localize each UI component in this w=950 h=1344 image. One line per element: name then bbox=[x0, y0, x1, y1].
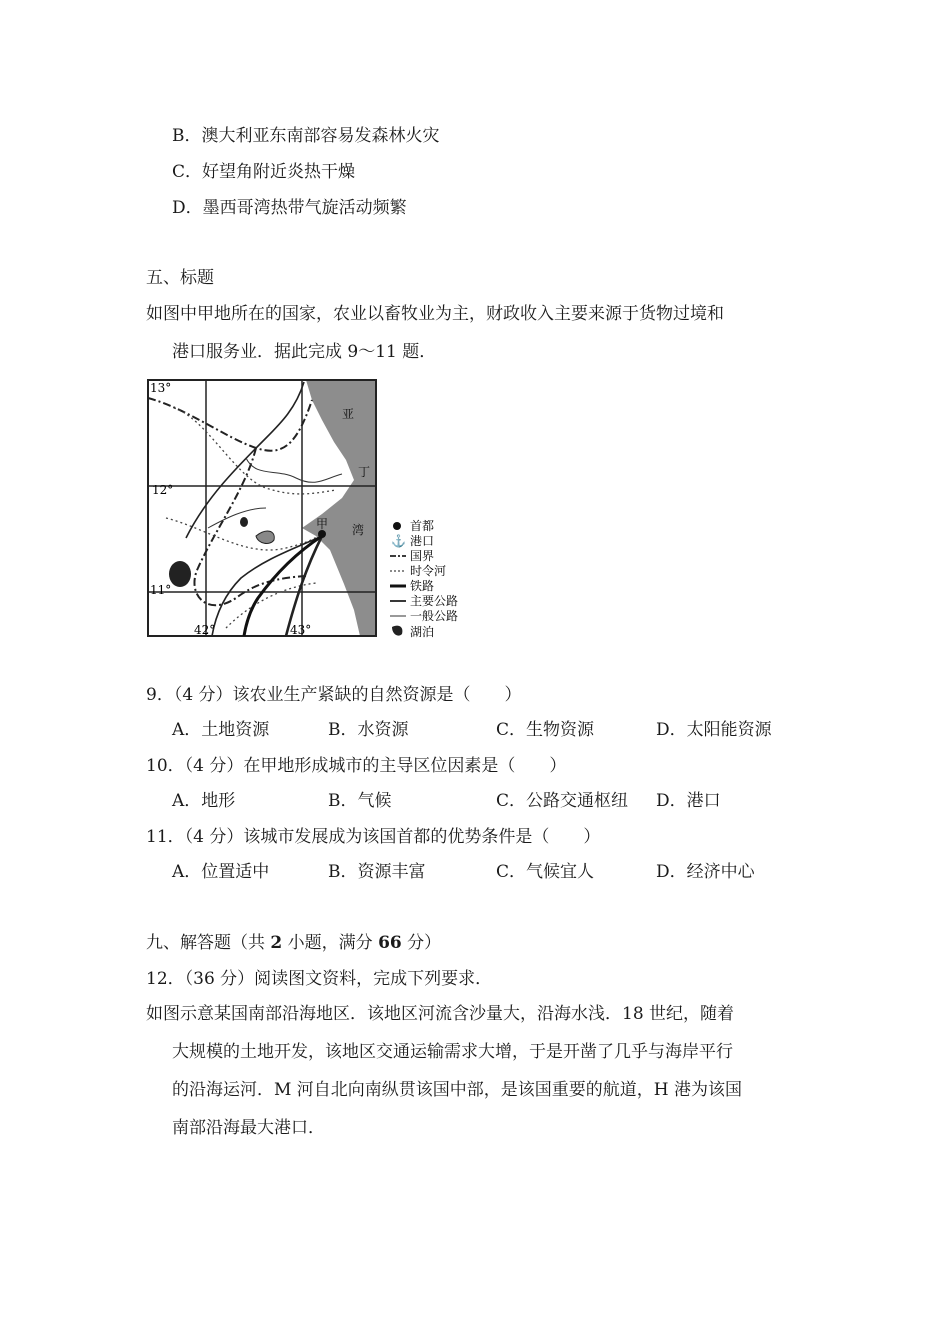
anchor-icon: ⚓ bbox=[391, 534, 406, 548]
legend-border: 国界 bbox=[410, 549, 435, 563]
intro-line-1: 如图中甲地所在的国家，农业以畜牧业为主，财政收入主要来源于货物过境和 bbox=[146, 304, 724, 324]
question-9-option-b: B．水资源 bbox=[328, 720, 409, 740]
lake-icon bbox=[392, 626, 402, 636]
section-title: 五、标题 bbox=[146, 268, 214, 288]
option-b-prev: B．澳大利亚东南部容易发森林火灾 bbox=[172, 126, 440, 146]
question-12-stem: 12．（36 分）阅读图文资料，完成下列要求． bbox=[146, 969, 493, 989]
legend-capital: 首都 bbox=[410, 519, 435, 533]
legend-port: 港口 bbox=[410, 534, 435, 548]
map-legend bbox=[390, 518, 458, 639]
question-12-para-4: 南部沿海最大港口． bbox=[172, 1118, 325, 1138]
question-9-stem: 9．（4 分）该农业生产紧缺的自然资源是（ ） bbox=[146, 685, 522, 705]
question-11-option-d: D．经济中心 bbox=[656, 862, 755, 882]
question-10-option-c: C．公路交通枢纽 bbox=[496, 791, 629, 811]
lat-label-11: 11° bbox=[150, 583, 172, 597]
intro-line-2: 港口服务业．据此完成 9～11 题． bbox=[172, 342, 437, 362]
question-12-para-2: 大规模的土地开发，该地区交通运输需求大增，于是开凿了几乎与海岸平行 bbox=[172, 1042, 733, 1062]
question-12-para-1: 如图示意某国南部沿海地区．该地区河流含沙量大，沿海水浅．18 世纪，随着 bbox=[146, 1004, 735, 1024]
lon-label-42: 42° bbox=[194, 623, 216, 637]
question-10-option-a: A．地形 bbox=[172, 791, 236, 811]
question-11-option-b: B．资源丰富 bbox=[328, 862, 426, 882]
question-10-option-d: D．港口 bbox=[656, 791, 721, 811]
question-10-stem: 10．（4 分）在甲地形成城市的主导区位因素是（ ） bbox=[146, 756, 567, 776]
capital-icon bbox=[393, 522, 401, 530]
place-label: 甲 bbox=[316, 517, 329, 531]
question-10-option-b: B．气候 bbox=[328, 791, 392, 811]
question-9-option-a: A．土地资源 bbox=[172, 720, 270, 740]
option-d-prev: D．墨西哥湾热带气旋活动频繁 bbox=[172, 198, 407, 218]
question-11-option-a: A．位置适中 bbox=[172, 862, 270, 882]
question-11-option-c: C．气候宜人 bbox=[496, 862, 595, 882]
question-9-option-d: D．太阳能资源 bbox=[656, 720, 772, 740]
legend-lake: 湖泊 bbox=[410, 625, 435, 639]
legend-general-road: 一般公路 bbox=[410, 609, 459, 623]
map-figure bbox=[146, 378, 476, 642]
lat-label-12: 12° bbox=[152, 483, 174, 497]
lon-label-43: 43° bbox=[290, 623, 312, 637]
question-9-option-c: C．生物资源 bbox=[496, 720, 595, 740]
sea-label-3: 湾 bbox=[352, 523, 365, 537]
legend-main-road: 主要公路 bbox=[410, 594, 459, 608]
option-c-prev: C．好望角附近炎热干燥 bbox=[172, 162, 356, 182]
legend-seasonal-river: 时令河 bbox=[410, 564, 447, 578]
sea-label-1: 亚 bbox=[342, 407, 355, 421]
lat-label-13: 13° bbox=[150, 381, 172, 395]
question-11-stem: 11．（4 分）该城市发展成为该国首都的优势条件是（ ） bbox=[146, 827, 601, 847]
question-12-para-3: 的沿海运河．M 河自北向南纵贯该国中部，是该国重要的航道，H 港为该国 bbox=[172, 1080, 743, 1100]
section-9-title: 九、解答题（共 2 小题，满分 66 分） bbox=[146, 933, 442, 953]
sea-label-2: 丁 bbox=[358, 465, 371, 479]
legend-railway: 铁路 bbox=[410, 579, 435, 593]
